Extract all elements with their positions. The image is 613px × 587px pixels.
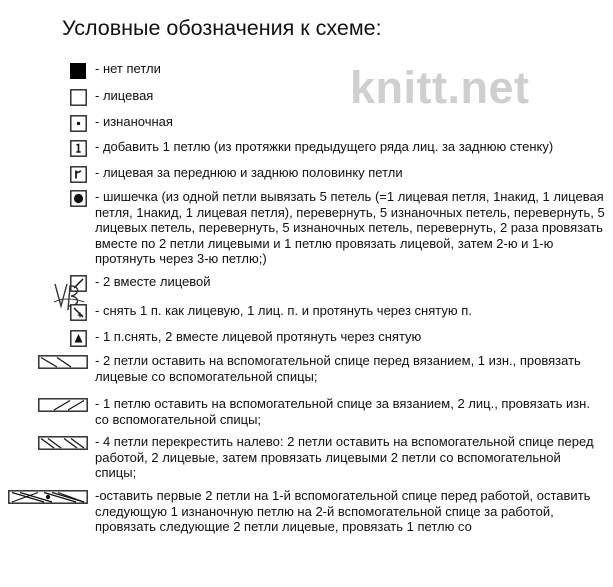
sk2p-icon [70,330,87,347]
legend-description: - добавить 1 петлю (из протяжки предыдущего ряда лиц. за заднюю стенку) [95,139,554,154]
cable-1-2-back-icon [38,398,88,412]
legend-description: - 4 петли перекрестить налево: 2 петли оставить на вспомогательной спице перед работой, 2 лицевые, затем провязать лицевыми 2 петли со вспомогательной спицы; [95,434,594,480]
purl-icon [70,115,87,132]
cable-2-1-front-icon [38,355,88,369]
no-stitch-icon [70,63,86,79]
legend-description: - 1 п.снять, 2 вместе лицевой протянуть через снятую [95,329,422,344]
legend-description: - 2 петли оставить на вспомогательной спице перед вязанием, 1 изн., провязать лицевые со вспомогательной спицы; [95,353,581,384]
make-one-icon [70,140,87,157]
legend-description: - снять 1 п. как лицевую, 1 лиц. п. и протянуть через снятую п. [95,303,472,318]
cable-4-left-icon [38,436,88,450]
legend-description: - 2 вместе лицевой [95,274,211,289]
legend-description: - шишечка (из одной петли вывязать 5 петель (=1 лицевая петля, 1накид, 1 лицевая петля, 1накид, 1 лицевая петля), перевернуть, 5 изнаночных петель, перевернуть, 5 лицевых петель, перевернуть, 5 изнаночных петель, перевернуть, 2 раза провязать вместе по 2 петли лицевыми и 1 петлю провязать лицевой, затем 2-ю и 1-ю протянуть через 3-ю петлю;) [95,189,605,266]
skp-icon [70,304,87,321]
knit-icon [70,89,87,106]
legend-description: - нет петли [95,61,161,76]
watermark: knitt.net [350,62,530,113]
legend-description: -оставить первые 2 петли на 1-й вспомогательной спице перед работой, оставить следующую 1 изнаночную петлю на 2-й вспомогательной спице за работой, провязать следующие 2 петли лицевые, провязать 1 петлю со [95,488,591,534]
legend-description: - лицевая [95,88,154,103]
page-title: Условные обозначения к схеме: [62,16,382,40]
bobble-icon [70,190,87,207]
legend-description: - изнаночная [95,114,173,129]
legend-description: - 1 петлю оставить на вспомогательной спице за вязанием, 2 лиц., провязать изн. со вспомогательной спицы; [95,396,590,427]
legend-description: - лицевая за переднюю и заднюю половинку петли [95,165,403,180]
kfb-icon [70,166,87,183]
cable-5-icon [8,490,88,504]
